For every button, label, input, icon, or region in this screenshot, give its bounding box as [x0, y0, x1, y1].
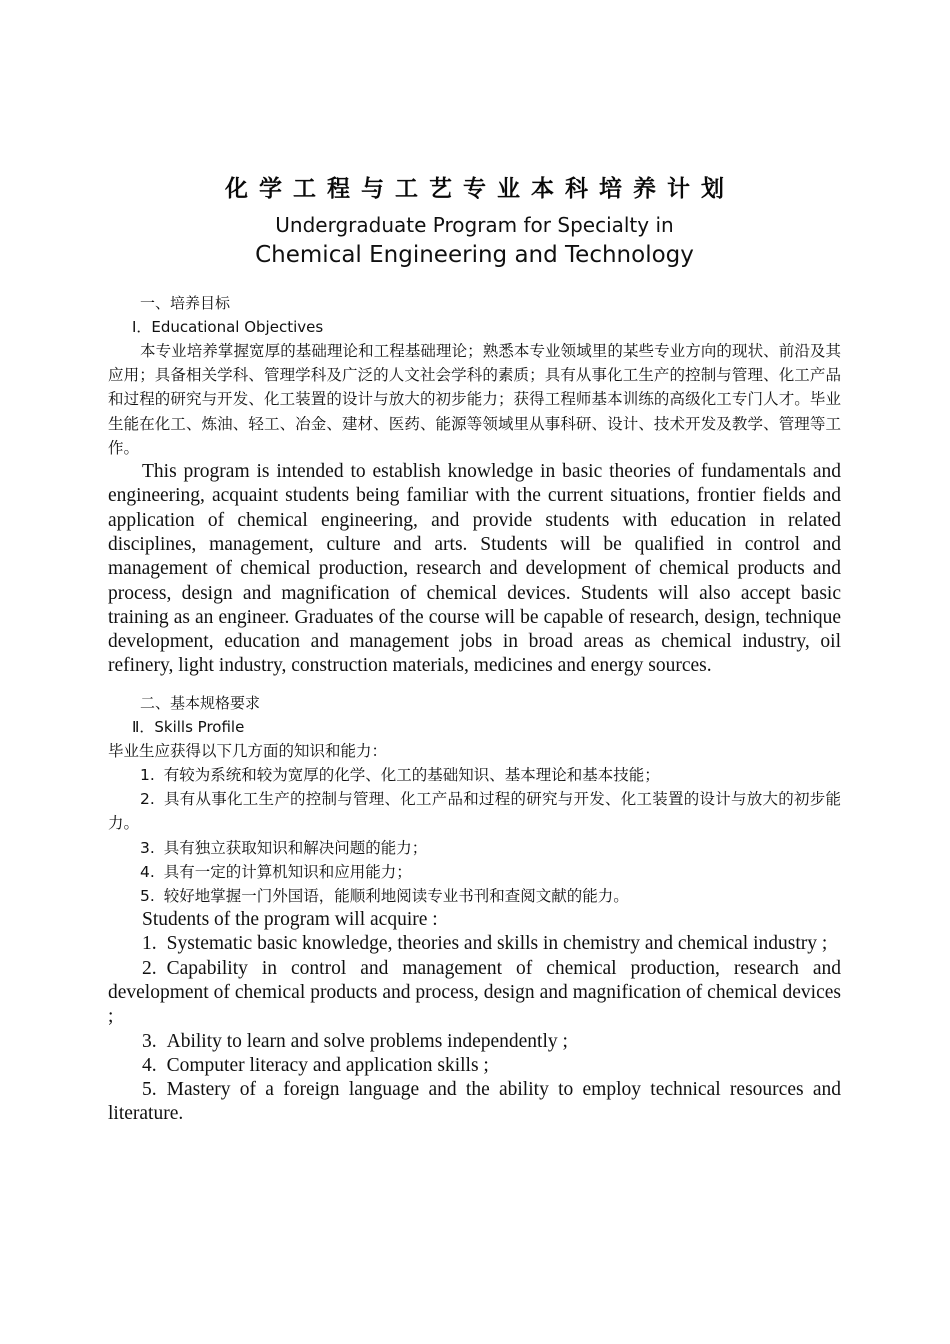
list-item-text: Systematic basic knowledge, theories and skills in chemistry and chemical industry ; — [166, 933, 828, 955]
list-item — [108, 787, 841, 835]
title-block — [108, 172, 841, 271]
list-item — [108, 1078, 841, 1127]
list-item — [108, 763, 841, 787]
page-title-chinese: 化学工程与工艺专业本科培养计划 — [225, 176, 735, 202]
list-item-number: 5. — [140, 886, 155, 905]
list-item-text: 具有一定的计算机知识和应用能力； — [163, 862, 412, 881]
list-item — [108, 860, 841, 884]
list-item-number: 1. — [142, 933, 157, 955]
list-item-text: 具有独立获取知识和解决问题的能力； — [163, 838, 428, 857]
list-item — [108, 1030, 841, 1054]
section-2-lead-english: Students of the program will acquire : — [142, 909, 438, 931]
list-item-number: 4. — [140, 862, 155, 881]
page-title-english-line-2: Chemical Engineering and Technology — [255, 242, 694, 268]
list-item-text: Capability in control and management of chemical production, research and development of chemical products and process, design and magnification of chemical devices ; — [108, 957, 841, 1028]
list-item-number: 3. — [142, 1030, 157, 1052]
list-item-text: 有较为系统和较为宽厚的化学、化工的基础知识、基本理论和基本技能； — [163, 765, 660, 784]
section-skills-profile — [108, 691, 841, 1127]
list-item-number: 2. — [142, 957, 157, 979]
spacer — [108, 679, 841, 691]
section-1-heading-chinese: 一、培养目标 — [140, 294, 231, 312]
list-item — [108, 836, 841, 860]
list-item-number: 3. — [140, 838, 155, 857]
list-item-text: 较好地掌握一门外国语，能顺利地阅读专业书刊和查阅文献的能力。 — [163, 886, 629, 905]
list-item-number: 2. — [140, 790, 155, 809]
list-item-number: 5. — [142, 1079, 157, 1101]
spacer — [108, 271, 841, 291]
page-title-english-line-1: Undergraduate Program for Specialty in — [275, 213, 674, 237]
section-2-lead-chinese: 毕业生应获得以下几方面的知识和能力： — [108, 741, 388, 760]
list-item-text: Computer literacy and application skills ; — [166, 1054, 489, 1076]
section-educational-objectives — [108, 291, 841, 679]
list-item — [108, 957, 841, 1030]
section-2-heading-chinese: 二、基本规格要求 — [140, 693, 261, 712]
list-item-text: Mastery of a foreign language and the ability to employ technical resources and literature. — [108, 1079, 841, 1125]
section-1-heading-english: Ⅰ．Educational Objectives — [132, 318, 324, 336]
section-1-paragraph-english: This program is intended to establish knowledge in basic theories of fundamentals and engineering, acquaint students being familiar with the current situations, frontier fields and application of chemical engineering, and provide students with education in related disciplines, management, culture and arts. Students will be qualified in control and management of chemical production, research and development of chemical products and process, design and magnification of chemical devices. Students will also accept basic training as an engineer. Graduates of the course will be capable of research, design, technique development, education and management jobs in broad areas as chemical industry, oil refinery, light industry, construction materials, medicines and energy sources. — [108, 461, 841, 677]
section-2-heading-english: Ⅱ．Skills Profile — [132, 717, 245, 736]
list-item — [108, 932, 841, 956]
list-item-text: Ability to learn and solve problems independently ; — [166, 1030, 568, 1052]
list-item-text: 具有从事化工生产的控制与管理、化工产品和过程的研究与开发、化工装置的设计与放大的初步能力。 — [108, 790, 841, 833]
section-1-paragraph-chinese: 本专业培养掌握宽厚的基础理论和工程基础理论；熟悉本专业领域里的某些专业方向的现状、前沿及其应用；具备相关学科、管理学科及广泛的人文社会学科的素质；具有从事化工生产的控制与管理、化工产品和过程的研究与开发、化工装置的设计与放大的初步能力；获得工程师基本训练的高级化工专门人才。毕业生能在化工、炼油、轻工、冶金、建材、医药、能源等领域里从事科研、设计、技术开发及教学、管理等工作。 — [108, 342, 841, 457]
list-item — [108, 1054, 841, 1078]
list-item — [108, 884, 841, 908]
list-item-number: 4. — [142, 1054, 157, 1076]
list-item-number: 1. — [140, 765, 155, 784]
document-body — [108, 0, 841, 1127]
